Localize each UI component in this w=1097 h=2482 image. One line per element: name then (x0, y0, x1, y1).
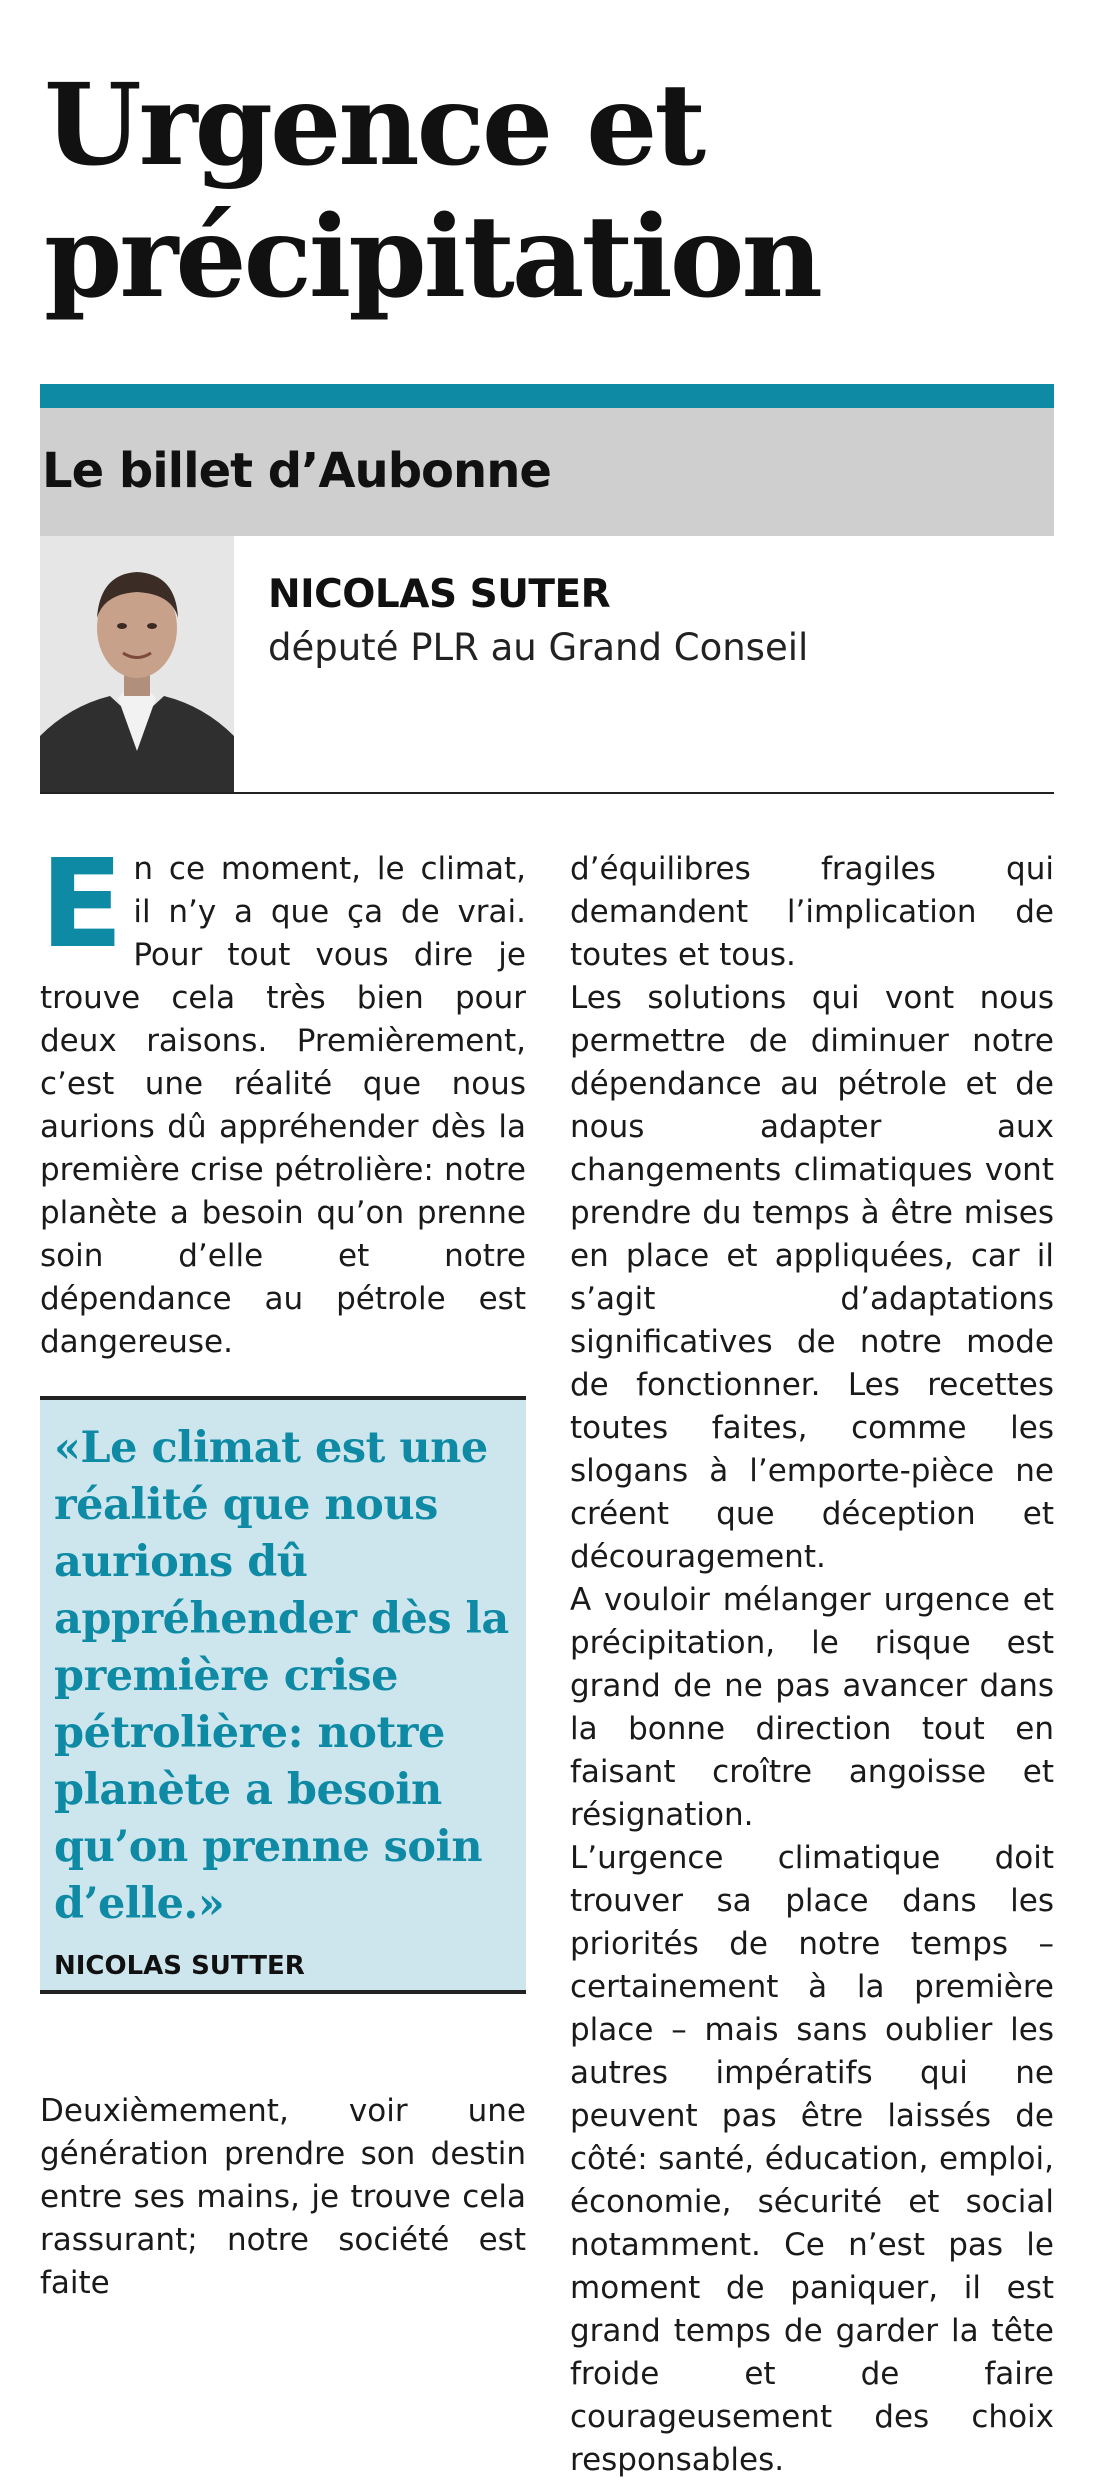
headline-line-1: Urgence et (44, 60, 704, 191)
author-name: NICOLAS SUTER (268, 572, 611, 617)
dropcap: E (40, 833, 124, 975)
author-photo-icon (40, 536, 234, 792)
article-paragraph-4: A vouloir mélanger urgence et précipitation, le risque est grand de ne pas avancer dans la bonne direction tout en faisant croître angoisse et résignation. (570, 1582, 1054, 1833)
article-paragraph-2-start: Deuxièmement, voir une génération prendre son destin entre ses mains, je trouve cela rassurant; notre société est faite (40, 2093, 526, 2301)
headline (44, 60, 1044, 324)
article-column-left-top (40, 833, 526, 1364)
pull-quote-author: NICOLAS SUTTER (54, 1951, 305, 1981)
article-paragraph-3: Les solutions qui vont nous permettre de diminuer notre dépendance au pétrole et de nous adapter aux changements climatiques vont prendre du temps à être mises en place et appliquées, car il s’agit d’adaptations significatives de notre mode de fonctionner. Les recettes toutes faites, comme les slogans à l’emporte-pièce ne créent que déception et découragement. (570, 980, 1054, 1575)
article-column-left-bottom (40, 2090, 526, 2305)
article-paragraph-5: L’urgence climatique doit trouver sa place dans les priorités de notre temps – certainement à la première place – mais sans oublier les autres impératifs qui ne peuvent pas être laissés de côté: santé, éducation, emploi, économie, sécurité et social notamment. Ce n’est pas le moment de paniquer, il est grand temps de garder la tête froide et de faire courageusement des choix responsables. (570, 1840, 1054, 2478)
rubric-accent-bar (40, 384, 1054, 408)
headline-line-2: précipitation (44, 192, 820, 323)
article-column-right (570, 848, 1054, 2482)
article-paragraph-2-end: d’équilibres fragiles qui demandent l’implication de toutes et tous. (570, 851, 1054, 973)
pull-quote (40, 1396, 526, 1994)
rubric-title: Le billet d’Aubonne (40, 408, 1054, 536)
author-block (40, 536, 1054, 794)
author-role: député PLR au Grand Conseil (268, 626, 809, 669)
article-paragraph-1-text: n ce moment, le climat, il n’y a que ça de vrai. Pour tout vous dire je trouve cela très bien pour deux raisons. Premièrement, c’est une réalité que nous aurions dû appréhender dès la première crise pétrolière: notre planète a besoin qu’on prenne soin d’elle et notre dépendance au pétrole est dangereuse. (40, 851, 526, 1360)
article-paragraph-1 (40, 833, 526, 1364)
author-portrait (40, 536, 234, 792)
pull-quote-text: «Le climat est une réalité que nous aurions dû appréhender dès la première crise pétrolière: notre planète a besoin qu’on prenne soin d’elle.» (54, 1423, 509, 1929)
